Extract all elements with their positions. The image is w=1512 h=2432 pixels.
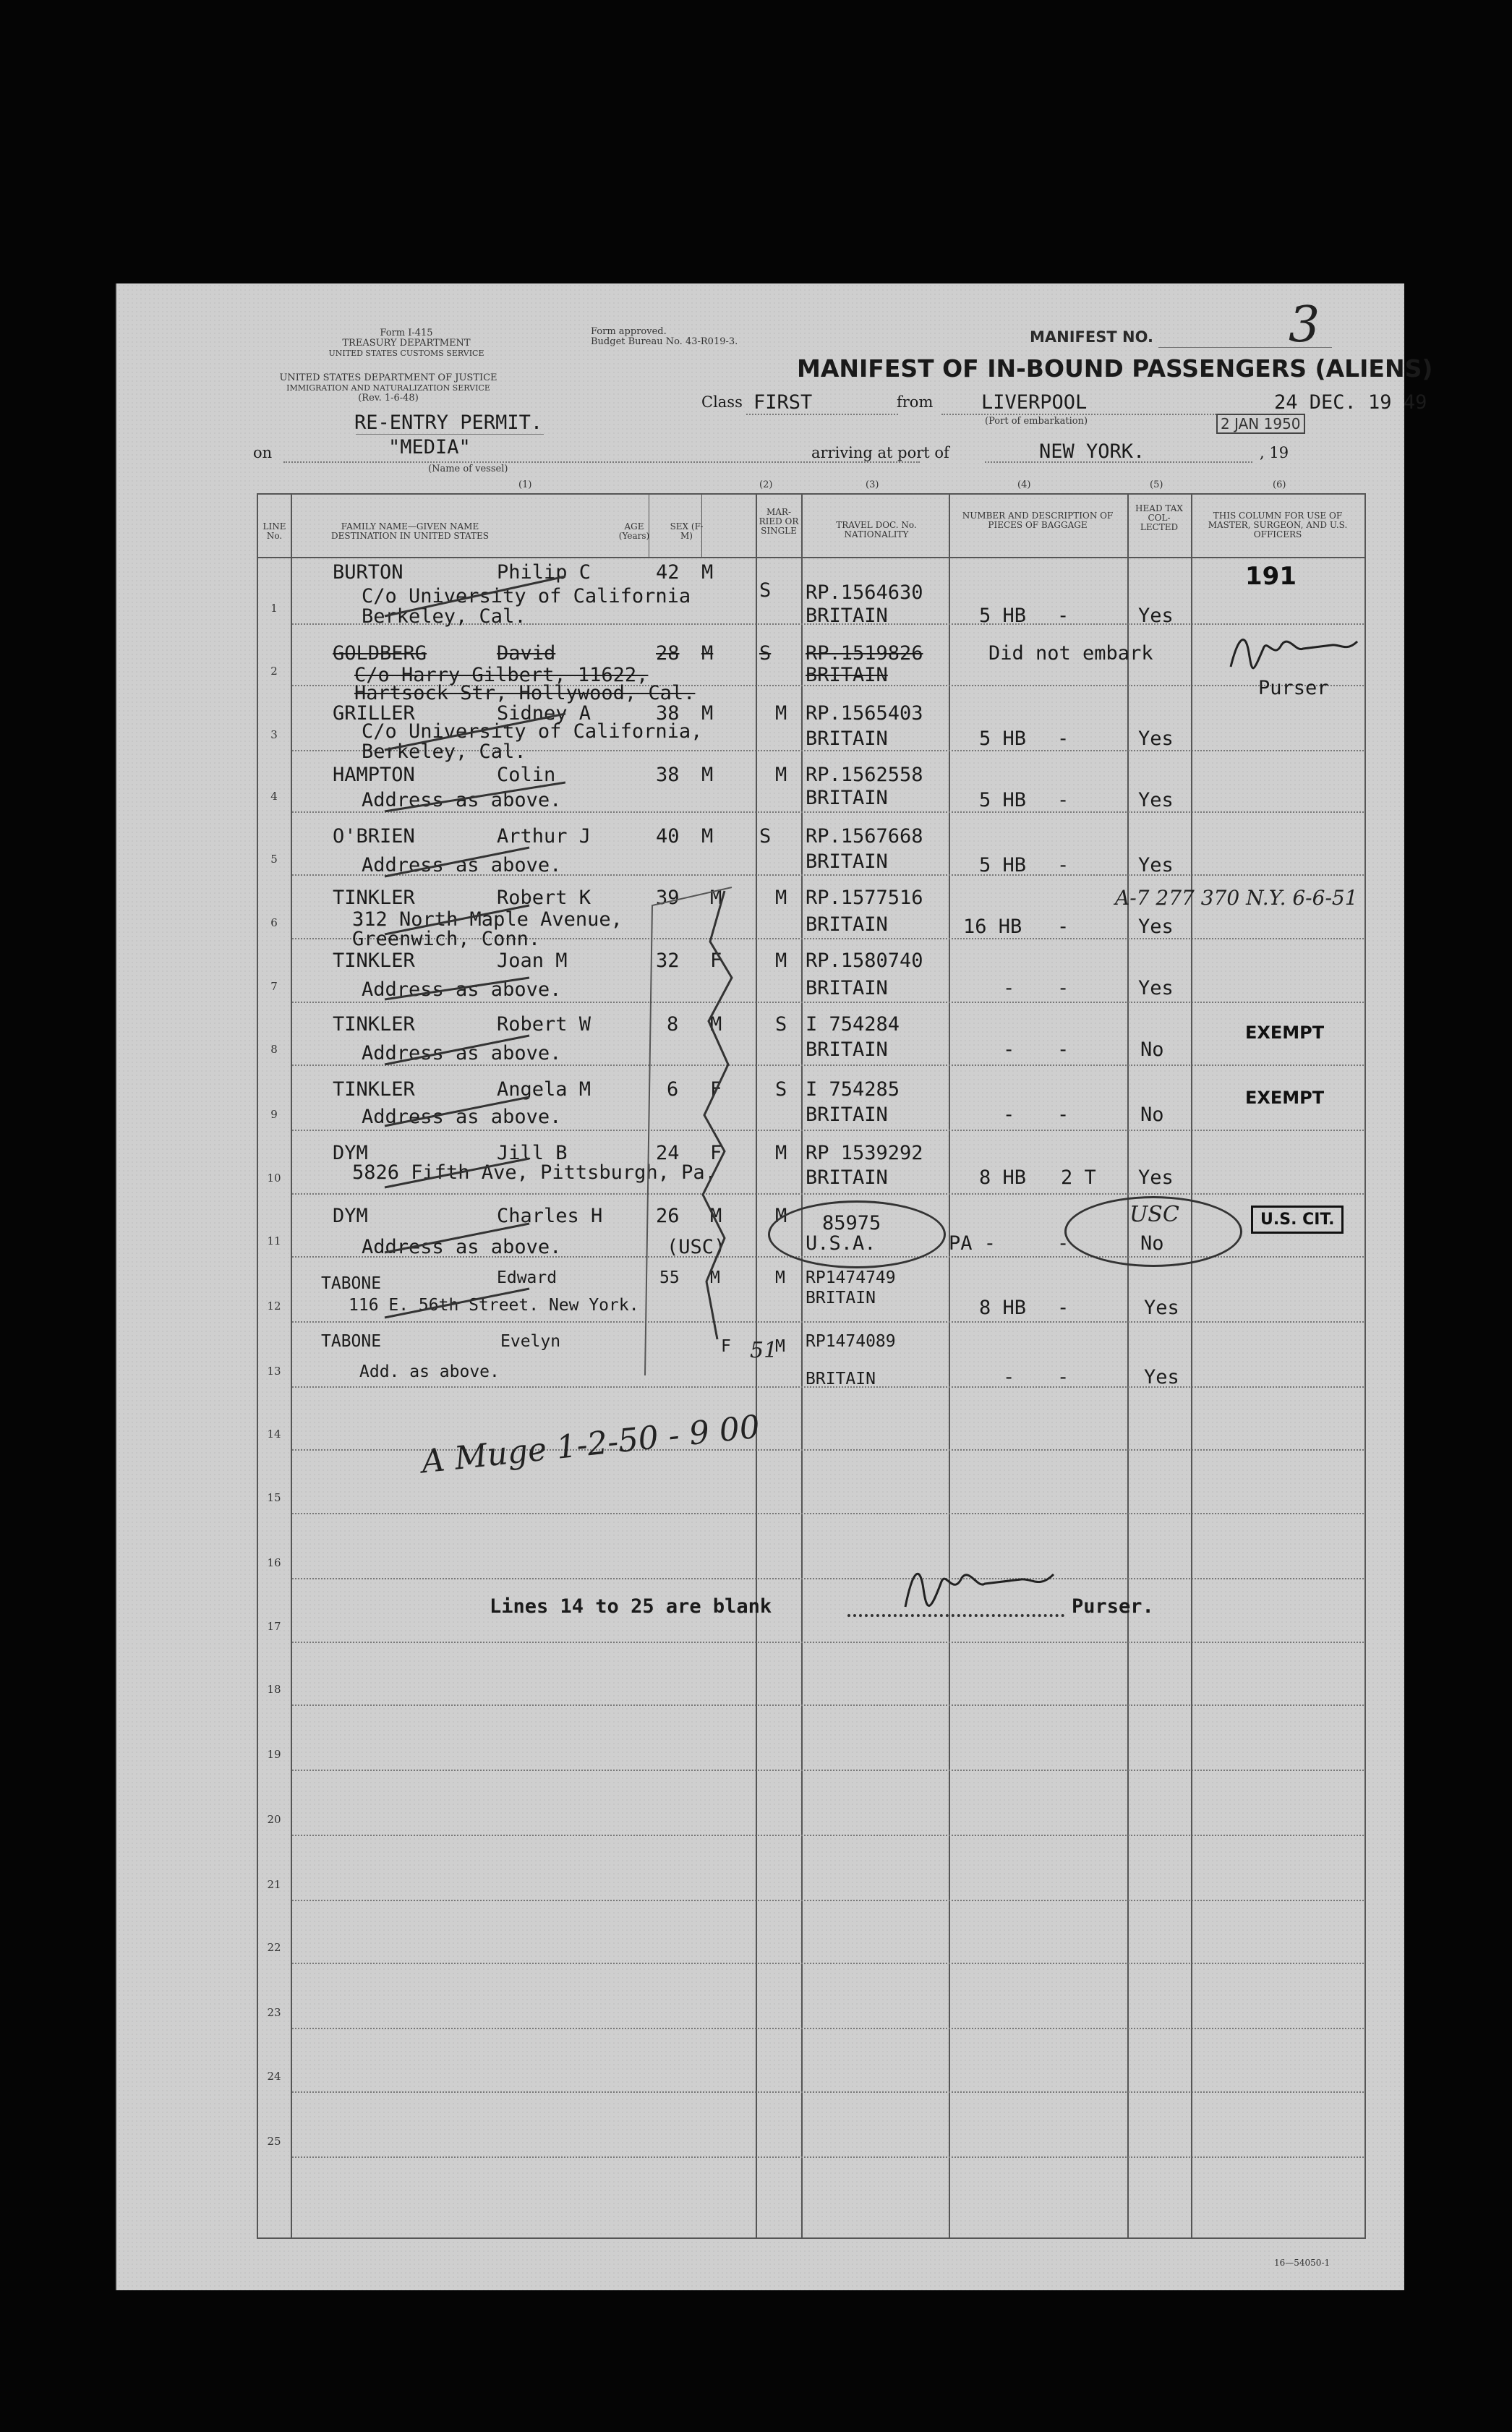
tax-circle	[1064, 1196, 1242, 1267]
nationality: BRITAIN	[806, 850, 888, 873]
col-rule	[1127, 493, 1129, 2237]
nationality: BRITAIN	[806, 728, 888, 750]
embark-line	[941, 414, 1216, 415]
doc-circle	[768, 1200, 946, 1268]
hdr-sex: SEX (F-M)	[670, 521, 704, 541]
address: Address as above.	[362, 978, 562, 1001]
surname: GOLDBERG	[333, 642, 427, 665]
nationality: BRITAIN	[806, 787, 888, 809]
baggage-extra: -	[1057, 1366, 1069, 1388]
line-number: 25	[267, 2135, 281, 2148]
line-number: 20	[267, 1813, 281, 1826]
given-name: Jill B	[497, 1142, 568, 1164]
address: Address as above.	[362, 1106, 562, 1128]
age: 38	[656, 764, 680, 786]
nationality: BRITAIN	[806, 1166, 888, 1189]
address: Address as above.	[362, 1042, 562, 1064]
surname: TINKLER	[333, 1013, 415, 1036]
head-tax: Yes	[1138, 854, 1174, 876]
nationality: BRITAIN	[806, 913, 888, 936]
nationality: BRITAIN	[806, 1370, 876, 1388]
travel-doc: 85975	[822, 1212, 881, 1234]
head-tax: Yes	[1138, 977, 1174, 999]
row-divider	[292, 1513, 1364, 1514]
treasury-dept: TREASURY DEPARTMENT	[342, 338, 471, 349]
age: 28	[656, 642, 680, 665]
hdr-head-tax: HEAD TAX COL- LECTED	[1135, 503, 1183, 532]
line-number: 17	[267, 1620, 281, 1633]
line-number: 3	[270, 728, 278, 741]
head-tax: No	[1140, 1038, 1164, 1061]
arrival-line	[985, 461, 1252, 463]
line-number: 10	[267, 1172, 281, 1185]
inspector-annotation: A Muge 1-2-50 - 9 00	[419, 1408, 762, 1481]
baggage: 5 HB	[979, 854, 1027, 876]
given-name: Joan M	[497, 950, 568, 972]
row-divider	[292, 1770, 1364, 1771]
arriving-label: arriving at port of	[811, 444, 949, 461]
class-line	[746, 414, 898, 415]
age: 40	[656, 825, 680, 848]
surname: GRILLER	[333, 702, 415, 725]
row-divider	[292, 1835, 1364, 1836]
address: C/o University of California	[362, 585, 691, 607]
head-tax: Yes	[1138, 916, 1174, 938]
address: Add. as above.	[359, 1362, 500, 1381]
sex: M	[701, 561, 714, 584]
sex: F	[710, 1078, 722, 1101]
line-number: 13	[267, 1365, 281, 1378]
manifest-no-label: MANIFEST NO.	[1030, 328, 1153, 346]
nationality: U.S.A.	[806, 1232, 876, 1255]
travel-doc: RP.1519826	[806, 642, 923, 665]
hdr-officers: THIS COLUMN FOR USE OF MASTER, SURGEON, AND U.S. OFFICERS	[1208, 511, 1348, 539]
baggage: 8 HB	[979, 1297, 1027, 1319]
vessel-line	[283, 461, 920, 463]
address: Berkeley, Cal.	[362, 605, 526, 628]
marital-status: M	[775, 702, 787, 725]
marital-status: S	[759, 642, 772, 665]
travel-doc: RP 1539292	[806, 1142, 923, 1164]
row-divider	[292, 2156, 1364, 2158]
surname: BURTON	[333, 561, 403, 584]
surname: HAMPTON	[333, 764, 415, 786]
col-num-6: (6)	[1273, 479, 1286, 490]
travel-doc: RP.1562558	[806, 764, 923, 786]
purser-signature	[1223, 623, 1368, 681]
header-divider	[257, 557, 1364, 558]
did-not-embark: Did not embark	[988, 642, 1153, 665]
handwritten-marks	[623, 876, 761, 1383]
line-number: 21	[267, 1878, 281, 1891]
surname: DYM	[333, 1142, 368, 1164]
sex: M	[701, 702, 714, 725]
age: 8	[667, 1013, 679, 1036]
surname: TINKLER	[333, 1078, 415, 1101]
given-name: Edward	[497, 1268, 558, 1287]
from-label: from	[897, 393, 934, 411]
address: Address as above.	[362, 789, 562, 811]
sex: M	[701, 764, 714, 786]
line-number: 22	[267, 1941, 281, 1954]
baggage: -	[1003, 1366, 1015, 1388]
address: 312 North Maple Avenue,	[352, 908, 623, 931]
col-num-3: (3)	[866, 479, 879, 490]
travel-doc: I 754285	[806, 1078, 900, 1101]
marital-status: M	[775, 1142, 787, 1164]
budget-bureau: Budget Bureau No. 43-R019-3.	[591, 336, 738, 347]
customs-service: UNITED STATES CUSTOMS SERVICE	[328, 349, 484, 358]
line-number: 11	[267, 1234, 281, 1247]
baggage-extra: -	[1057, 854, 1069, 876]
travel-doc: RP.1567668	[806, 825, 923, 848]
line-number: 19	[267, 1748, 281, 1761]
row-divider	[292, 2028, 1364, 2029]
page-title: MANIFEST OF IN-BOUND PASSENGERS (ALIENS)	[797, 354, 1433, 383]
arrival-date-stamp: 2 JAN 1950	[1216, 414, 1305, 434]
col-num-5: (5)	[1150, 479, 1163, 490]
blank-lines-note: Lines 14 to 25 are blank	[490, 1595, 772, 1618]
port-of-embarkation: LIVERPOOL	[981, 391, 1088, 414]
line-number: 24	[267, 2070, 281, 2083]
baggage: -	[1003, 1104, 1015, 1126]
given-name: Robert W	[497, 1013, 591, 1036]
form-number: Form I-415	[380, 328, 433, 338]
baggage-extra: -	[1057, 605, 1069, 627]
marital-status: M	[775, 764, 787, 786]
baggage: 5 HB	[979, 789, 1027, 811]
surname: DYM	[333, 1205, 368, 1227]
form-revision: (Rev. 1-6-48)	[358, 393, 419, 404]
travel-doc: RP.1565403	[806, 702, 923, 725]
given-name: Angela M	[497, 1078, 591, 1101]
sex: F	[710, 950, 722, 972]
vessel-name: "MEDIA"	[388, 436, 471, 458]
class-label: Class	[701, 393, 743, 411]
nationality: BRITAIN	[806, 977, 888, 999]
sex: M	[710, 1013, 722, 1036]
address: 5826 Fifth Ave, Pittsburgh, Pa.	[352, 1161, 717, 1184]
surname: O'BRIEN	[333, 825, 415, 848]
sex: M	[710, 1268, 720, 1287]
baggage: 8 HB	[979, 1166, 1027, 1189]
baggage-extra: -	[1057, 1297, 1069, 1319]
purser-title: Purser	[1258, 677, 1329, 699]
footer-code: 16—54050-1	[1274, 2258, 1331, 2268]
baggage: PA -	[949, 1232, 996, 1255]
age: 6	[667, 1078, 679, 1101]
given-name: Arthur J	[497, 825, 591, 848]
col-rule	[949, 493, 950, 2237]
address: 116 E. 56th Street. New York.	[349, 1296, 639, 1315]
exempt-stamp: EXEMPT	[1245, 1023, 1325, 1043]
embarkation-date: 24 DEC. 19 49	[1274, 391, 1427, 414]
row-divider	[292, 1642, 1364, 1643]
row-divider	[292, 2091, 1364, 2093]
row-divider	[292, 1963, 1364, 1964]
hdr-married: MAR- RIED OR SINGLE	[759, 507, 799, 536]
surname: TINKLER	[333, 950, 415, 972]
col-rule	[1191, 493, 1192, 2237]
address: Hartsock Str, Hollywood, Cal.	[354, 682, 696, 704]
baggage-extra: -	[1057, 1038, 1069, 1061]
address: Greenwich, Conn.	[352, 928, 541, 950]
col-rule	[801, 493, 803, 2237]
head-tax: No	[1140, 1232, 1164, 1255]
nationality: BRITAIN	[806, 664, 888, 686]
manifest-number: 3	[1289, 296, 1320, 354]
age: 24	[656, 1142, 680, 1164]
marital-status: S	[759, 579, 772, 602]
baggage: 5 HB	[979, 605, 1027, 627]
travel-doc: RP.1564630	[806, 581, 923, 604]
check-marks	[291, 573, 565, 1404]
surname: TABONE	[321, 1332, 382, 1351]
age: 51	[750, 1338, 778, 1363]
line-number: 7	[270, 980, 278, 993]
address: C/o Harry Gilbert, 11622,	[354, 664, 649, 686]
col-num-4: (4)	[1017, 479, 1031, 490]
purser-signature-bottom	[898, 1556, 1064, 1621]
line-number: 14	[267, 1428, 281, 1441]
sex: M	[701, 642, 714, 665]
class-value: FIRST	[753, 391, 813, 414]
port-embark-caption: (Port of embarkation)	[985, 416, 1088, 427]
age: 39	[656, 887, 680, 909]
marital-status: S	[775, 1078, 787, 1101]
line-number: 4	[270, 790, 278, 803]
line-number: 2	[270, 665, 278, 678]
col-num-2: (2)	[759, 479, 773, 490]
hdr-baggage: NUMBER AND DESCRIPTION OF PIECES OF BAGGAGE	[962, 511, 1114, 530]
hdr-line-no: LINE No.	[262, 521, 286, 541]
row-divider	[292, 1578, 1364, 1579]
travel-doc: I 754284	[806, 1013, 900, 1036]
given-name: Evelyn	[500, 1332, 561, 1351]
line-number: 8	[270, 1043, 278, 1056]
permit-type: RE-ENTRY PERMIT.	[354, 411, 543, 434]
head-tax: Yes	[1144, 1366, 1179, 1388]
baggage: 16 HB	[963, 916, 1022, 938]
head-tax: Yes	[1138, 789, 1174, 811]
given-name: Robert K	[497, 887, 591, 909]
age: 38	[656, 702, 680, 725]
manifest-sheet	[116, 283, 1433, 2290]
line-number: 9	[270, 1108, 278, 1121]
line-number: 15	[267, 1491, 281, 1504]
head-tax: Yes	[1138, 605, 1174, 627]
head-tax: Yes	[1138, 1166, 1174, 1189]
sex: M	[701, 825, 714, 848]
given-name: David	[497, 642, 556, 665]
line-number: 5	[270, 853, 278, 866]
alien-registration-note: A-7 277 370 N.Y. 6-6-51	[1115, 886, 1358, 910]
marital-status: S	[775, 1013, 787, 1036]
address: Address as above.	[362, 1236, 562, 1258]
surname: TINKLER	[333, 887, 415, 909]
marital-status: M	[775, 1205, 787, 1227]
arrival-year: , 19	[1260, 444, 1289, 461]
line-number: 6	[270, 916, 278, 929]
ins-service: IMMIGRATION AND NATURALIZATION SERVICE	[286, 383, 490, 393]
marital-status: M	[775, 1268, 785, 1287]
row-divider	[292, 1900, 1364, 1901]
line-number: 1	[270, 602, 278, 615]
us-citizen-mark: (USC)	[667, 1236, 726, 1258]
address: Address as above.	[362, 854, 562, 876]
head-tax: Yes	[1138, 728, 1174, 750]
col-num-1: (1)	[518, 479, 532, 490]
age: 55	[659, 1268, 680, 1287]
justice-dept: UNITED STATES DEPARTMENT OF JUSTICE	[279, 372, 497, 383]
baggage: -	[1003, 1038, 1015, 1061]
marital-status: M	[775, 1337, 785, 1356]
sex: M	[710, 1205, 722, 1227]
exempt-stamp: EXEMPT	[1245, 1088, 1325, 1108]
travel-doc: RP.1577516	[806, 887, 923, 909]
hdr-travel-doc: TRAVEL DOC. No. NATIONALITY	[836, 520, 917, 539]
hdr-age: AGE (Years)	[618, 521, 650, 541]
form-approved: Form approved.	[591, 326, 667, 337]
age: 26	[656, 1205, 680, 1227]
nationality: BRITAIN	[806, 605, 888, 627]
line-number: 12	[267, 1300, 281, 1313]
hdr-name: FAMILY NAME—GIVEN NAME DESTINATION IN UNITED STATES	[331, 521, 489, 541]
sex: F	[710, 1142, 722, 1164]
marital-status: M	[775, 950, 787, 972]
age: 32	[656, 950, 680, 972]
age: 42	[656, 561, 680, 584]
surname: TABONE	[321, 1274, 382, 1293]
permit-underline	[356, 434, 544, 435]
given-name: Colin	[497, 764, 556, 786]
travel-doc: RP1474749	[806, 1268, 896, 1287]
row-divider	[292, 1704, 1364, 1706]
baggage-extra: 2 T	[1061, 1166, 1096, 1189]
sex: M	[710, 887, 722, 909]
nationality: BRITAIN	[806, 1038, 888, 1061]
baggage-extra: -	[1057, 1232, 1069, 1255]
travel-doc: RP.1580740	[806, 950, 923, 972]
head-tax: No	[1140, 1104, 1164, 1126]
marital-status: S	[759, 825, 772, 848]
given-name: Sidney A	[497, 702, 591, 725]
baggage-extra: -	[1057, 728, 1069, 750]
address: C/o University of California,	[362, 720, 703, 743]
address: Berkeley, Cal.	[362, 741, 526, 763]
officer-note: 191	[1245, 562, 1297, 591]
line-number: 23	[267, 2006, 281, 2019]
baggage-extra: -	[1057, 916, 1069, 938]
baggage-extra: -	[1057, 789, 1069, 811]
head-tax: Yes	[1144, 1297, 1179, 1319]
travel-doc: RP1474089	[806, 1332, 896, 1351]
baggage-extra: -	[1057, 1104, 1069, 1126]
nationality: BRITAIN	[806, 1289, 876, 1307]
marital-status: M	[775, 887, 787, 909]
arrival-port: NEW YORK.	[1039, 440, 1145, 463]
given-name: Philip C	[497, 561, 591, 584]
baggage: 5 HB	[979, 728, 1027, 750]
line-number: 18	[267, 1683, 281, 1696]
baggage: -	[1003, 977, 1015, 999]
given-name: Charles H	[497, 1205, 603, 1227]
sex: F	[721, 1337, 731, 1356]
us-citizen-stamp: U.S. CIT.	[1251, 1206, 1344, 1234]
purser-label: Purser.	[1072, 1595, 1154, 1618]
line-number: 16	[267, 1556, 281, 1569]
on-label: on	[253, 444, 273, 461]
vessel-caption: (Name of vessel)	[428, 464, 508, 474]
baggage-extra: -	[1057, 977, 1069, 999]
nationality: BRITAIN	[806, 1104, 888, 1126]
usc-handwritten: USC	[1129, 1202, 1179, 1227]
